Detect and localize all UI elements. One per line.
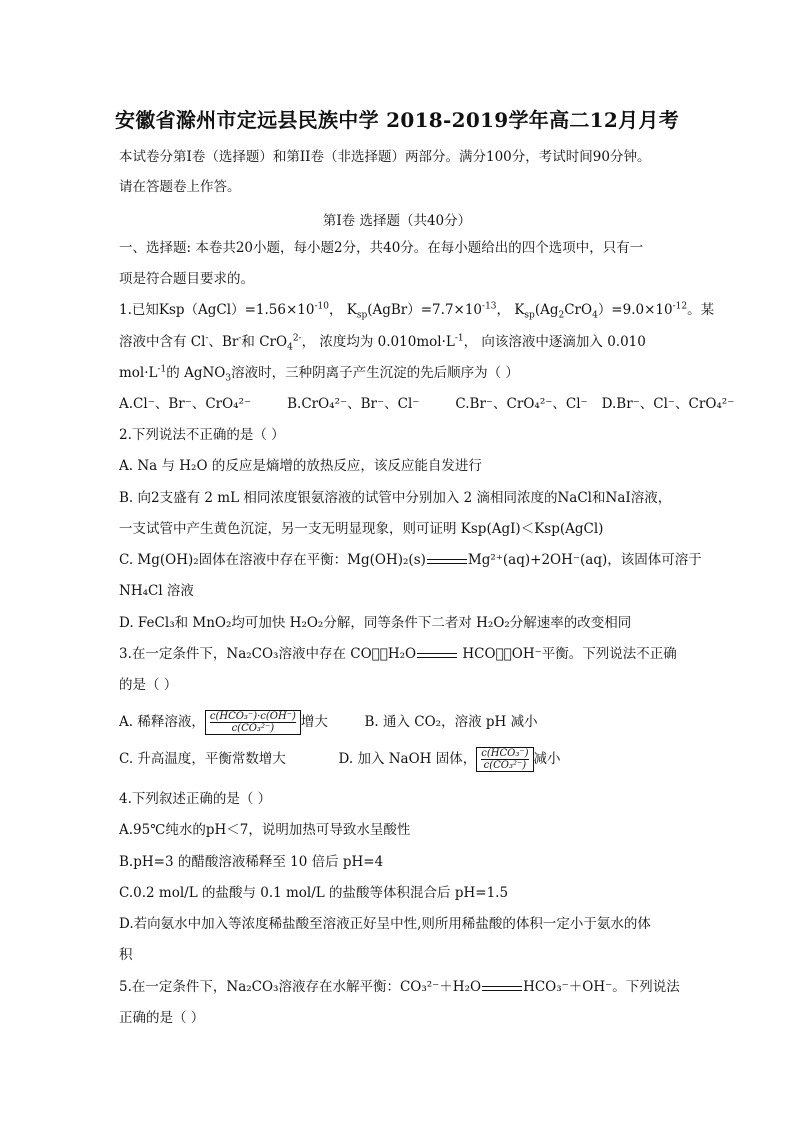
q2-option-a[interactable]: A. Na 与 H₂O 的反应是熵增的放热反应，该反应能自发进行 [119, 458, 482, 474]
intro-line-1: 本试卷分第I卷（选择题）和第II卷（非选择题）两部分。满分100分，考试时间90分钟。 [119, 149, 651, 165]
q1-option-c[interactable]: C.Br⁻、CrO₄²⁻、Cl⁻ [455, 396, 588, 412]
q4-option-c[interactable]: C.0.2 mol/L 的盐酸与 0.1 mol/L 的盐酸等体积混合后 pH=1.5 [119, 885, 509, 901]
equilibrium-arrow-icon [482, 983, 522, 993]
section-heading: 第I卷 选择题（共40分） [322, 213, 472, 229]
q3-stem-line-2: 的是（ ） [119, 677, 178, 693]
q3-option-d[interactable]: D. 加入 NaOH 固体， $\frac{\text{c(HCO₃⁻)}}{\text{c(CO₃²⁻)}}$ 减小 [338, 748, 561, 771]
q2-option-b-line-2: 一支试管中产生黄色沉淀，另一支无明显现象，则可证明 Ksp(AgI)＜Ksp(AgCl) [119, 521, 604, 537]
intro-line-2: 请在答题卷上作答。 [119, 179, 241, 195]
q3-a-fraction: $\frac{\text{c(HCO₃⁻)·c(OH⁻)}}{\text{c(CO₃²⁻)}}$ [205, 710, 301, 735]
q1-option-a[interactable]: A.Cl⁻、Br⁻、CrO₄²⁻ [119, 396, 252, 412]
q2-option-d[interactable]: D. FeCl₃和 MnO₂均可加快 H₂O₂分解，同等条件下二者对 H₂O₂分解速率的改变相同 [119, 615, 632, 631]
q5-stem-line-1: 5.在一定条件下，Na₂CO₃溶液存在水解平衡：CO₃²⁻＋H₂O HCO₃⁻＋OH⁻。下列说法 [119, 979, 680, 995]
q3-option-a[interactable]: A. 稀释溶液， $\frac{\text{c(HCO₃⁻)·c(OH⁻)}}{\text{c(CO₃²⁻)}}$ 增大 [119, 711, 328, 734]
q2-stem: 2.下列说法不正确的是（ ） [119, 427, 285, 443]
instructions-line-1: 一、选择题: 本卷共20小题，每小题2分，共40分。在每小题给出的四个选项中，只有一 [119, 240, 644, 256]
q2-option-c-line-2: NH₄Cl 溶液 [119, 583, 194, 599]
exam-title: 安徽省滁州市定远县民族中学 2018-2019学年高二12月月考 [114, 108, 680, 132]
q3-stem-line-1: 3.在一定条件下，Na₂CO₃溶液中存在 CO⃞＋H₂O HCO⃞＋OH⁻平衡。下列说法不正确 [119, 646, 677, 662]
q4-option-d-line-1[interactable]: D.若向氨水中加入等浓度稀盐酸至溶液正好呈中性,则所用稀盐酸的体积一定小于氨水的体 [119, 916, 651, 932]
q3-option-c[interactable]: C. 升高温度，平衡常数增大 [119, 751, 286, 767]
q1-line-1: 1.已知$Ksp(AgCl)=1.56\times 10^{-10}$， $K_{sp}(AgBr)=7.7\times 10^{-13}$， $K_{sp}(Ag_2CrO_4)=9.0\times 10^{-12}$。某 [119, 301, 715, 321]
q4-stem: 4.下列叙述正确的是（ ） [119, 791, 272, 807]
instructions-line-2: 项是符合题目要求的。 [119, 271, 254, 287]
q4-option-b[interactable]: B.pH=3 的醋酸溶液稀释至 10 倍后 pH=4 [119, 854, 384, 870]
q3-options-ab [119, 710, 538, 735]
q3-option-b[interactable]: B. 通入 CO₂，溶液 pH 减小 [364, 714, 538, 730]
q2-option-c-line-1[interactable]: C. Mg(OH)₂固体在溶液中存在平衡：Mg(OH)₂(s) Mg²⁺(aq)+2OH⁻(aq)，该固体可溶于 [119, 552, 702, 568]
q5-stem-line-2: 正确的是（ ） [119, 1010, 205, 1026]
equilibrium-arrow-icon [417, 650, 457, 660]
q1-options [119, 395, 734, 413]
q1-line-3: $mol\cdot L^{-1}$的 AgNO$_3$溶液时，三种阴离子产生沉淀的先后顺序为（ ） [119, 364, 519, 384]
q4-option-a[interactable]: A.95℃纯水的pH＜7，说明加热可导致水呈酸性 [119, 822, 411, 838]
q1-line-2: 溶液中含有 Cl-、Br-和 CrO$_4^{2-}$， 浓度均为 $0.010mol\cdot L^{-1}$， 向该溶液中逐滴加入 0.010 [119, 333, 646, 353]
equilibrium-arrow-icon [427, 556, 467, 566]
q4-option-d-line-2: 积 [119, 947, 133, 963]
q3-d-fraction: $\frac{\text{c(HCO₃⁻)}}{\text{c(CO₃²⁻)}}$ [476, 747, 533, 772]
q1-option-d[interactable]: D.Br⁻、Cl⁻、CrO₄²⁻ [601, 396, 735, 412]
q1-option-b[interactable]: B.CrO₄²⁻、Br⁻、Cl⁻ [287, 396, 420, 412]
q2-option-b-line-1[interactable]: B. 向2支盛有 2 mL 相同浓度银氨溶液的试管中分别加入 2 滴相同浓度的NaCl和NaI溶液， [119, 490, 672, 506]
q3-options-cd [119, 747, 561, 772]
